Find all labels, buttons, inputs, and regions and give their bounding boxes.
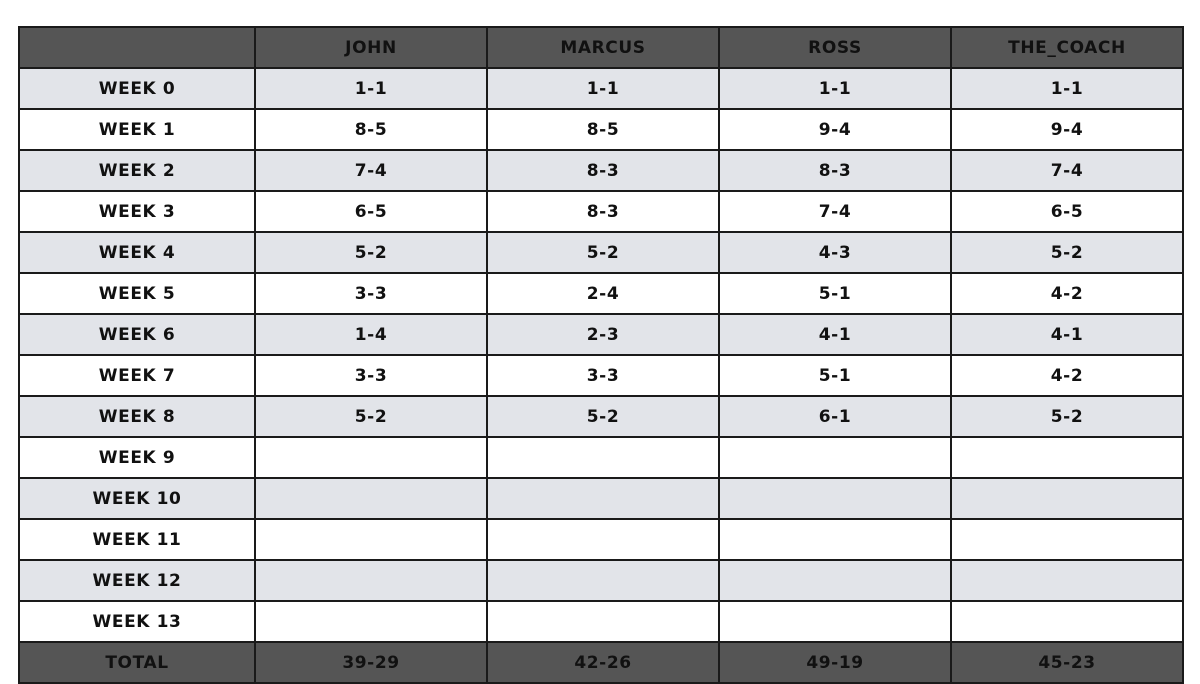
- row-label: WEEK 12: [19, 560, 255, 601]
- cell-the-coach: 5-2: [951, 396, 1183, 437]
- column-header-marcus: MARCUS: [487, 27, 719, 68]
- total-ross: 49-19: [719, 642, 951, 683]
- cell-ross: 4-3: [719, 232, 951, 273]
- row-label: WEEK 13: [19, 601, 255, 642]
- table-row: [19, 273, 1183, 314]
- cell-marcus: [487, 601, 719, 642]
- cell-ross: [719, 437, 951, 478]
- cell-ross: 9-4: [719, 109, 951, 150]
- cell-john: 5-2: [255, 396, 487, 437]
- header-row: [19, 27, 1183, 68]
- cell-marcus: 8-5: [487, 109, 719, 150]
- cell-ross: 8-3: [719, 150, 951, 191]
- cell-marcus: 1-1: [487, 68, 719, 109]
- row-label: WEEK 11: [19, 519, 255, 560]
- cell-the-coach: 6-5: [951, 191, 1183, 232]
- row-label: WEEK 4: [19, 232, 255, 273]
- total-the-coach: 45-23: [951, 642, 1183, 683]
- cell-the-coach: [951, 437, 1183, 478]
- cell-marcus: 5-2: [487, 232, 719, 273]
- total-label: TOTAL: [19, 642, 255, 683]
- table-row: [19, 478, 1183, 519]
- cell-john: 8-5: [255, 109, 487, 150]
- cell-marcus: 8-3: [487, 150, 719, 191]
- cell-john: [255, 601, 487, 642]
- table-row: [19, 396, 1183, 437]
- cell-the-coach: [951, 478, 1183, 519]
- table-row: [19, 355, 1183, 396]
- cell-marcus: [487, 478, 719, 519]
- cell-john: 6-5: [255, 191, 487, 232]
- cell-ross: [719, 478, 951, 519]
- standings-table-wrapper: [18, 26, 1182, 684]
- row-label: WEEK 9: [19, 437, 255, 478]
- total-marcus: 42-26: [487, 642, 719, 683]
- cell-marcus: 8-3: [487, 191, 719, 232]
- cell-ross: [719, 560, 951, 601]
- cell-the-coach: 4-1: [951, 314, 1183, 355]
- row-label: WEEK 7: [19, 355, 255, 396]
- total-john: 39-29: [255, 642, 487, 683]
- row-label: WEEK 8: [19, 396, 255, 437]
- cell-john: 1-4: [255, 314, 487, 355]
- cell-marcus: 2-3: [487, 314, 719, 355]
- table-row: [19, 519, 1183, 560]
- table-footer: [19, 642, 1183, 683]
- cell-the-coach: 9-4: [951, 109, 1183, 150]
- cell-the-coach: [951, 601, 1183, 642]
- column-header-john: JOHN: [255, 27, 487, 68]
- cell-john: [255, 437, 487, 478]
- cell-ross: 7-4: [719, 191, 951, 232]
- standings-table: [18, 26, 1184, 684]
- table-row: [19, 314, 1183, 355]
- cell-john: 3-3: [255, 355, 487, 396]
- table-row: [19, 68, 1183, 109]
- cell-ross: 5-1: [719, 355, 951, 396]
- cell-the-coach: [951, 560, 1183, 601]
- cell-john: [255, 519, 487, 560]
- cell-john: 7-4: [255, 150, 487, 191]
- row-label: WEEK 10: [19, 478, 255, 519]
- cell-marcus: 5-2: [487, 396, 719, 437]
- cell-john: 1-1: [255, 68, 487, 109]
- row-label: WEEK 6: [19, 314, 255, 355]
- cell-the-coach: 1-1: [951, 68, 1183, 109]
- table-row: [19, 437, 1183, 478]
- column-header-the-coach: THE_COACH: [951, 27, 1183, 68]
- table-row: [19, 109, 1183, 150]
- row-label: WEEK 5: [19, 273, 255, 314]
- table-row: [19, 601, 1183, 642]
- table-row: [19, 232, 1183, 273]
- cell-marcus: [487, 437, 719, 478]
- cell-ross: 1-1: [719, 68, 951, 109]
- cell-marcus: 3-3: [487, 355, 719, 396]
- cell-the-coach: [951, 519, 1183, 560]
- row-label: WEEK 3: [19, 191, 255, 232]
- cell-ross: [719, 519, 951, 560]
- cell-john: [255, 560, 487, 601]
- column-header-ross: ROSS: [719, 27, 951, 68]
- cell-john: 3-3: [255, 273, 487, 314]
- table-header: [19, 27, 1183, 68]
- cell-ross: 6-1: [719, 396, 951, 437]
- cell-john: 5-2: [255, 232, 487, 273]
- cell-marcus: [487, 519, 719, 560]
- cell-ross: 4-1: [719, 314, 951, 355]
- cell-ross: [719, 601, 951, 642]
- cell-the-coach: 4-2: [951, 355, 1183, 396]
- cell-marcus: 2-4: [487, 273, 719, 314]
- row-label: WEEK 0: [19, 68, 255, 109]
- row-label: WEEK 2: [19, 150, 255, 191]
- total-row: [19, 642, 1183, 683]
- header-corner: [19, 27, 255, 68]
- table-row: [19, 191, 1183, 232]
- row-label: WEEK 1: [19, 109, 255, 150]
- cell-john: [255, 478, 487, 519]
- cell-ross: 5-1: [719, 273, 951, 314]
- cell-the-coach: 7-4: [951, 150, 1183, 191]
- cell-the-coach: 5-2: [951, 232, 1183, 273]
- table-row: [19, 560, 1183, 601]
- cell-marcus: [487, 560, 719, 601]
- cell-the-coach: 4-2: [951, 273, 1183, 314]
- table-row: [19, 150, 1183, 191]
- table-body: [19, 68, 1183, 642]
